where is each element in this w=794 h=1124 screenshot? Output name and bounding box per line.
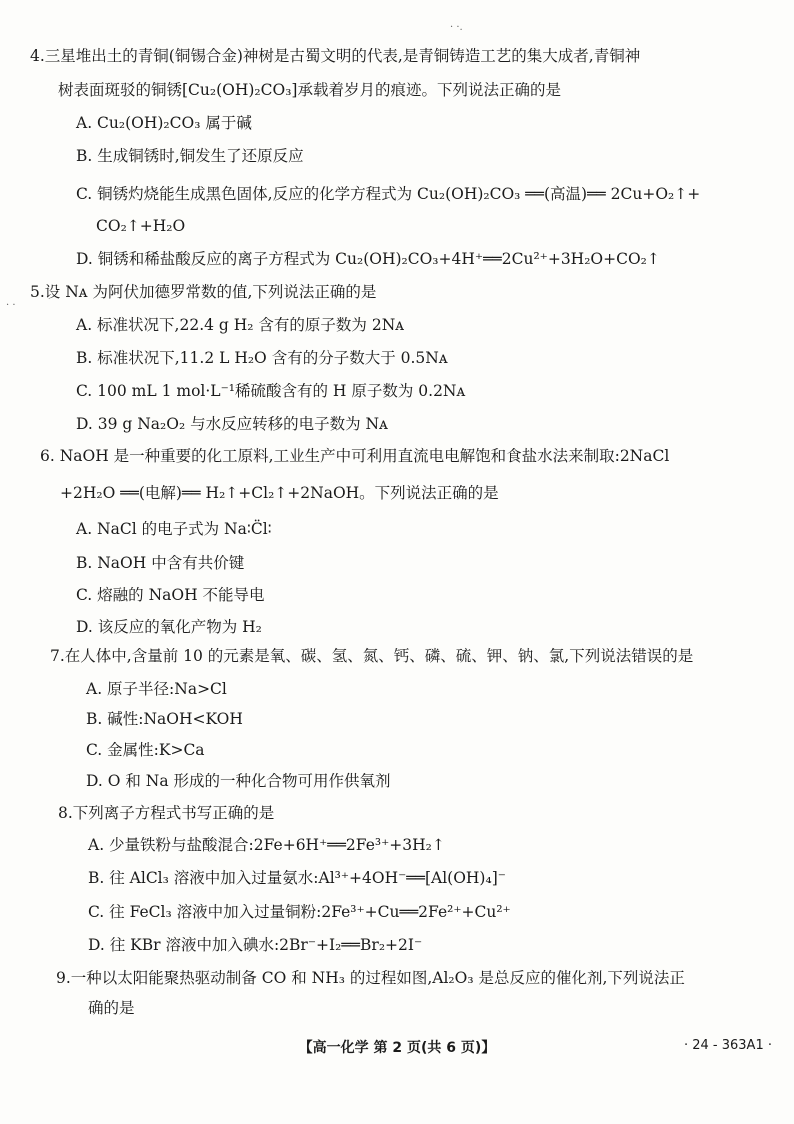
q5-option-d: D. 39 g Na₂O₂ 与水反应转移的电子数为 Nᴀ — [76, 415, 388, 433]
q4-option-d: D. 铜锈和稀盐酸反应的离子方程式为 Cu₂(OH)₂CO₃+4H⁺══2Cu²⁺+3H₂O+CO₂↑ — [76, 250, 660, 268]
q4-option-b: B. 生成铜锈时,铜发生了还原反应 — [76, 147, 304, 165]
q5-stem: 5.设 Nᴀ 为阿伏加德罗常数的值,下列说法正确的是 — [30, 283, 377, 301]
q5-option-c: C. 100 mL 1 mol·L⁻¹稀硫酸含有的 H 原子数为 0.2Nᴀ — [76, 382, 466, 400]
q7-option-d: D. O 和 Na 形成的一种化合物可用作供氧剂 — [86, 772, 391, 790]
q7-option-c: C. 金属性:K>Ca — [86, 741, 205, 759]
q6-stem-line1: 6. NaOH 是一种重要的化工原料,工业生产中可利用直流电电解饱和食盐水法来制取:2NaCl — [40, 447, 670, 465]
q6-option-b: B. NaOH 中含有共价键 — [76, 554, 245, 572]
q5-option-b: B. 标准状况下,11.2 L H₂O 含有的分子数大于 0.5Nᴀ — [76, 349, 448, 367]
q6-option-d: D. 该反应的氧化产物为 H₂ — [76, 618, 262, 636]
q6-option-a: A. NaCl 的电子式为 Na∶C̈l∶ — [76, 520, 272, 538]
paper-code: · 24 - 363A1 · — [683, 1038, 772, 1053]
q8-option-a: A. 少量铁粉与盐酸混合:2Fe+6H⁺══2Fe³⁺+3H₂↑ — [88, 836, 445, 854]
scan-speck: · · — [6, 300, 16, 311]
q7-option-a: A. 原子半径:Na>Cl — [86, 680, 227, 698]
q5-option-a: A. 标准状况下,22.4 g H₂ 含有的原子数为 2Nᴀ — [76, 316, 405, 334]
q9-stem-line1: 9.一种以太阳能聚热驱动制备 CO 和 NH₃ 的过程如图,Al₂O₃ 是总反应的催化剂,下列说法正 — [56, 969, 685, 987]
q4-option-c-line1: C. 铜锈灼烧能生成黑色固体,反应的化学方程式为 Cu₂(OH)₂CO₃ ══(高温)══ 2Cu+O₂↑+ — [76, 185, 701, 203]
q8-option-c: C. 往 FeCl₃ 溶液中加入过量铜粉:2Fe³⁺+Cu══2Fe²⁺+Cu²⁺ — [88, 903, 511, 921]
q4-option-c-line2: CO₂↑+H₂O — [96, 217, 186, 235]
q9-stem-line2: 确的是 — [88, 999, 135, 1017]
q7-option-b: B. 碱性:NaOH<KOH — [86, 710, 243, 728]
q8-option-b: B. 往 AlCl₃ 溶液中加入过量氨水:Al³⁺+4OH⁻══[Al(OH)₄]⁻ — [88, 869, 506, 887]
page-footer-label: 【高一化学 第 2 页(共 6 页)】 — [298, 1040, 496, 1056]
q4-stem-line2: 树表面斑驳的铜锈[Cu₂(OH)₂CO₃]承载着岁月的痕迹。下列说法正确的是 — [58, 81, 561, 99]
q6-option-c: C. 熔融的 NaOH 不能导电 — [76, 586, 265, 604]
q8-option-d: D. 往 KBr 溶液中加入碘水:2Br⁻+I₂══Br₂+2I⁻ — [88, 936, 423, 954]
q4-stem-line1: 4.三星堆出土的青铜(铜锡合金)神树是古蜀文明的代表,是青铜铸造工艺的集大成者,青铜神 — [30, 47, 641, 65]
scan-speck: · ·. — [450, 22, 463, 33]
q4-option-a: A. Cu₂(OH)₂CO₃ 属于碱 — [76, 114, 252, 132]
q8-stem: 8.下列离子方程式书写正确的是 — [58, 804, 275, 822]
q6-stem-line2: +2H₂O ══(电解)══ H₂↑+Cl₂↑+2NaOH。下列说法正确的是 — [60, 484, 499, 502]
q7-stem: 7.在人体中,含量前 10 的元素是氧、碳、氢、氮、钙、磷、硫、钾、钠、氯,下列说法错误的是 — [50, 647, 694, 665]
